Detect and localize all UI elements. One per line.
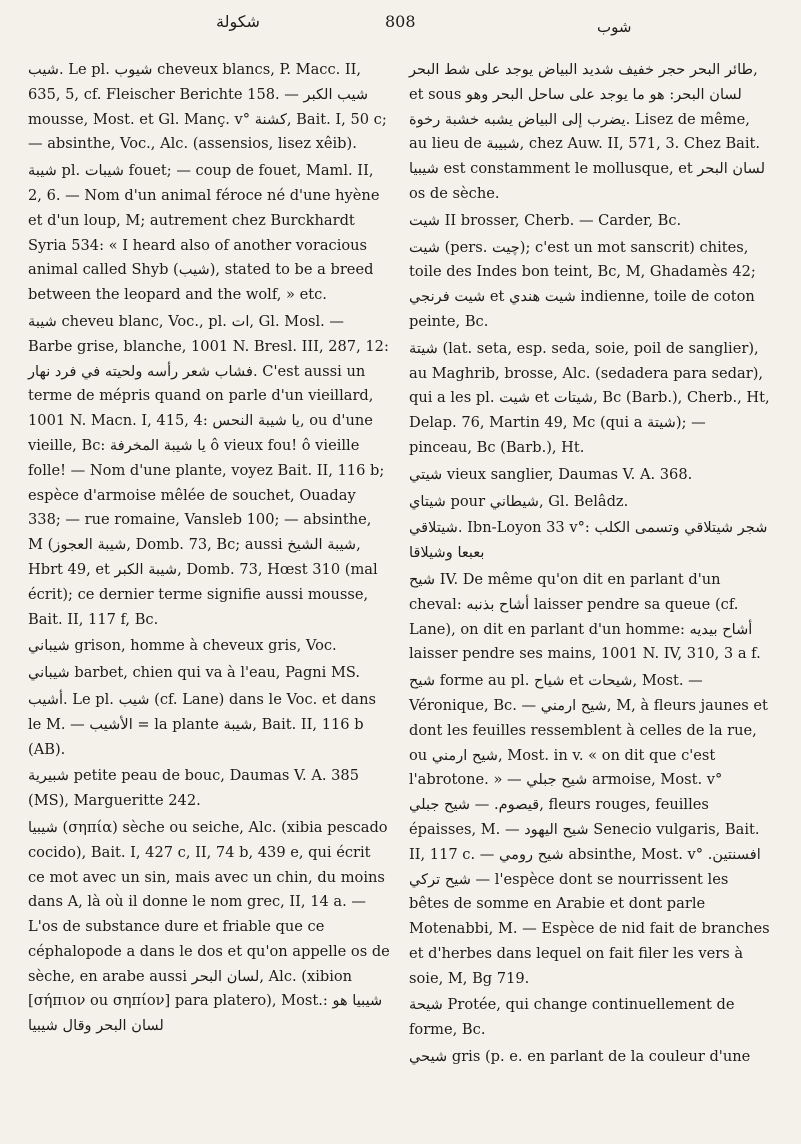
entry-shaybani-barbet: شيباني barbet, chien qui va à l'eau, Pagni MS. <box>28 664 361 682</box>
entry-shayba-cheveu: شيبة cheveu blanc, Voc., pl. ات, Gl. Mosl. — Barbe grise, blanche, 1001 N. Bresl. III, 287, 12: فشاب شعر رأسه ولحيته في فرد نهار. C'est aussi un terme de mépris quand on parle d'un vieillard, 1001 N. Macn. I, 415, 4: يا شيبة النحس, ou d'une vieille, Bc: يا شيبة المخرفة ô vieux fou! ô vieille folle! — Nom d'une plante, voyez Bait. II, 116 b; espèce d'armoise mêlée de souchet, Ouaday 338; — rue romaine, Vansleb 100; — absinthe, M (شيبة العجوز, Domb. 73, Bc; aussi شيبة الشيخ, Hbrt 49, et شيبة الكبر, Domb. 73, Hœst 310 (mal écrit); ce dernier terme signifie aussi mousse, Bait. II, 117 f, Bc. <box>28 312 389 628</box>
entry-vieux-sanglier: شيتي vieux sanglier, Daumas V. A. 368. <box>409 465 693 483</box>
entry-shitani: شيتاي pour شيطاني, Gl. Belâdz. <box>409 492 629 510</box>
entry-shihi-gris: شيحي gris (p. e. en parlant de la couleur d'une <box>409 1048 751 1066</box>
entry-shayb: شيب. Le pl. شيوب cheveux blancs, P. Macc. II, 635, 5, cf. Fleischer Berichte 158. — شيب الكبر mousse, Most. et Gl. Manç. v° كشنة, Bait. I, 50 c; — absinthe, Voc., Alc. (assensios, lisez xêib). <box>28 61 387 153</box>
entry-peau-de-bouc: شبيرية petite peau de bouc, Daumas V. A. 385 (MS), Margueritte 242. <box>28 767 359 810</box>
entry-shayh-iv: شيح IV. De même qu'on dit en parlant d'un cheval: أشاح بذنبه laisser pendre sa queue (cf. Lane), on dit en parlant d'un homme: أشاح بيديه laisser pendre ses mains, 1001 N. IV, 310, 3 a f. <box>409 570 761 663</box>
page-number: 808 <box>385 12 416 31</box>
entry-shitlaqi: شيتلاقي. Ibn-Loyon 33 v°: شجر شيتلاقي وتسمى الكلب بعبعا وشيلاقا <box>409 519 768 562</box>
entry-shibiya: شيبيا (σηπία) sèche ou seiche, Alc. (xibia pescado cocido), Bait. I, 427 c, II, 74 b, 439 e, qui écrit ce mot avec un sin, mais avec un chin, du moins dans A, là où il donne le nom grec, II, 14 a. — L'os de substance dure et friable que ce céphalopode a dans le dos et qu'on appelle os de sèche, en arabe aussi لسان البحر, Alc. (xibion [σήπιον ou σηπίον] para platero), Most.: شيبيا هو لسان البحر وقال شيبيا <box>28 818 390 1035</box>
entry-shayyat-brosser: شيت II brosser, Cherb. — Carder, Bc. <box>409 211 682 229</box>
entry-shayba-fouet: شيبة pl. شيبات fouet; — coup de fouet, Maml. II, 2, 6. — Nom d'un animal féroce né d'une hyène et d'un loup, M; autrement chez Burckhardt Syria 534: « I heard also of another voracious animal called Shyb (شيب), stated to be a breed between the leopard and the wolf, » etc. <box>28 162 380 304</box>
entry-ashyab: أشيب. Le pl. شيب (cf. Lane) dans le Voc. et dans le M. — الأشيب = la plante شيبة, Bait. II, 116 b (AB). <box>28 690 376 758</box>
entry-shaybani-grison: شيباني grison, homme à cheveux gris, Voc. <box>28 637 337 655</box>
entry-shih-plant: شيح forme au pl. شياح et شيحات, Most. — Véronique, Bc. — شيح ارمني, M, à fleurs jaunes et dont les feuilles ressemblent à celles de la rue, ou شيح ارمني, Most. in v. « on dit que c'est l'abrotone. » — شيح جبلي armoise, Most. v° قيصوم. — شيح جبلي, fleurs rouges, feuilles épaisses, M. — شيح اليهود Senecio vulgaris, Bait. II, 117 c. — شيح رومي absinthe, Most. v° افسنتين. — شيح تركي l'espèce dont se nourrissent les bêtes de somme en Arabie et dont parle Motenabbi, M. — Espèce de nid fait de branches et d'herbes dans lequel on fait filer les vers à soie, M, Bg 719. <box>409 672 770 987</box>
running-head-left: شكولة <box>216 12 260 31</box>
entry-shiha-protee: شيحة Protée, qui change continuellement de forme, Bc. <box>409 996 735 1039</box>
right-column <box>409 58 771 1070</box>
entry-shit-chites: شيت (pers. چيت); c'est un mot sanscrit) chites, toile des Indes bon teint, Bc, M, Ghadamès 42; شيت فرنجي et شيت هندي indienne, toile de coton peinte, Bc. <box>409 238 756 330</box>
left-column <box>28 58 390 1039</box>
running-head-right: شوب <box>597 18 632 36</box>
entry-shita-brosse: شيتة (lat. seta, esp. seda, soie, poil de sanglier), au Maghrib, brosse, Alc. (sedadera para sedar), qui a les pl. شيت et شيتات, Bc (Barb.), Cherb., Ht, Delap. 76, Martin 49, Mc (qui a شيتة); — pinceau, Bc (Barb.), Ht. <box>409 339 770 456</box>
entry-shibiya-continued: طائر البحر حجر خفيف شديد البياض يوجد على شط البحر, et sous لسان البحر: هو ما يوجد على ساحل البحر وهو يضرب إلى البياض يشبه خشبة رخوة. Lisez de même, au lieu de شبيبة, chez Auw. II, 571, 3. Chez Bait. شيبيا est constamment le mollusque, et لسان البحر os de sèche. <box>409 61 766 202</box>
